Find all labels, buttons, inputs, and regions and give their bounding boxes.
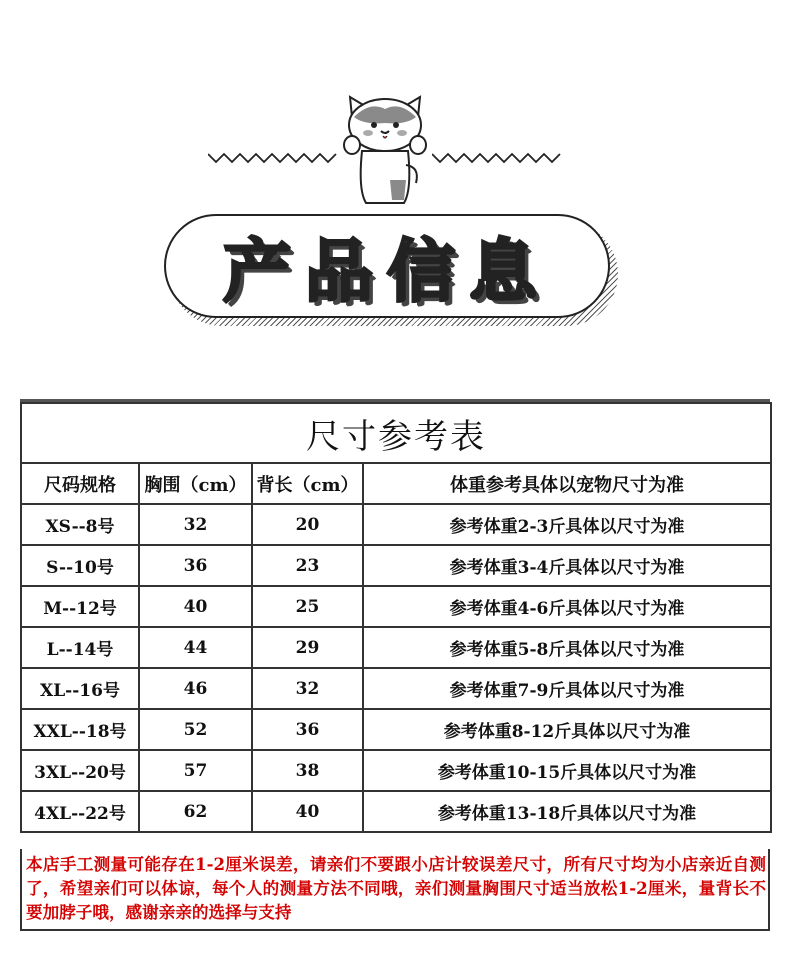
table-row bbox=[21, 709, 771, 750]
header-weight: 体重参考具体以宠物尺寸为准 bbox=[363, 463, 771, 504]
table-row bbox=[21, 750, 771, 791]
cell-size: XL--16号 bbox=[21, 668, 139, 709]
title-banner bbox=[164, 214, 610, 318]
header-size: 尺码规格 bbox=[21, 463, 139, 504]
table-row bbox=[21, 627, 771, 668]
cell-size: S--10号 bbox=[21, 545, 139, 586]
cell-chest: 44 bbox=[139, 627, 252, 668]
cell-size: L--14号 bbox=[21, 627, 139, 668]
cartoon-dog-icon bbox=[340, 95, 430, 210]
table-row bbox=[21, 504, 771, 545]
cell-size: XS--8号 bbox=[21, 504, 139, 545]
cell-back-length: 20 bbox=[252, 504, 363, 545]
cell-chest: 36 bbox=[139, 545, 252, 586]
table-row bbox=[21, 545, 771, 586]
cell-chest: 62 bbox=[139, 791, 252, 832]
measurement-notice: 本店手工测量可能存在1-2厘米误差，请亲们不要跟小店计较误差尺寸，所有尺寸均为小店亲近自测了，希望亲们可以体谅，每个人的测量方法不同哦，亲们测量胸围尺寸适当放松1-2厘米，量背长不要加脖子哦，感谢亲亲的选择与支持 bbox=[20, 849, 770, 931]
cell-weight: 参考体重8-12斤具体以尺寸为准 bbox=[363, 709, 771, 750]
cell-size: XXL--18号 bbox=[21, 709, 139, 750]
zigzag-decoration-right bbox=[432, 148, 562, 168]
cell-back-length: 38 bbox=[252, 750, 363, 791]
cell-weight: 参考体重4-6斤具体以尺寸为准 bbox=[363, 586, 771, 627]
cell-size: 3XL--20号 bbox=[21, 750, 139, 791]
table-header-row bbox=[21, 463, 771, 504]
cell-weight: 参考体重10-15斤具体以尺寸为准 bbox=[363, 750, 771, 791]
table-row bbox=[21, 791, 771, 832]
table-row bbox=[21, 668, 771, 709]
zigzag-decoration-left bbox=[208, 148, 338, 168]
header-back-length: 背长（cm） bbox=[252, 463, 363, 504]
cell-weight: 参考体重3-4斤具体以尺寸为准 bbox=[363, 545, 771, 586]
cell-weight: 参考体重13-18斤具体以尺寸为准 bbox=[363, 791, 771, 832]
cell-back-length: 25 bbox=[252, 586, 363, 627]
cell-chest: 32 bbox=[139, 504, 252, 545]
cell-back-length: 29 bbox=[252, 627, 363, 668]
table-caption: 尺寸参考表 bbox=[21, 403, 771, 463]
header-chest: 胸围（cm） bbox=[139, 463, 252, 504]
banner-title: 产品信息 bbox=[222, 232, 551, 312]
cell-chest: 57 bbox=[139, 750, 252, 791]
cell-chest: 40 bbox=[139, 586, 252, 627]
cell-back-length: 32 bbox=[252, 668, 363, 709]
cell-chest: 46 bbox=[139, 668, 252, 709]
cell-back-length: 23 bbox=[252, 545, 363, 586]
cell-back-length: 36 bbox=[252, 709, 363, 750]
table-row bbox=[21, 586, 771, 627]
cell-weight: 参考体重5-8斤具体以尺寸为准 bbox=[363, 627, 771, 668]
cell-weight: 参考体重2-3斤具体以尺寸为准 bbox=[363, 504, 771, 545]
cell-size: 4XL--22号 bbox=[21, 791, 139, 832]
cell-size: M--12号 bbox=[21, 586, 139, 627]
cell-back-length: 40 bbox=[252, 791, 363, 832]
cell-chest: 52 bbox=[139, 709, 252, 750]
cell-weight: 参考体重7-9斤具体以尺寸为准 bbox=[363, 668, 771, 709]
size-table bbox=[20, 402, 772, 833]
